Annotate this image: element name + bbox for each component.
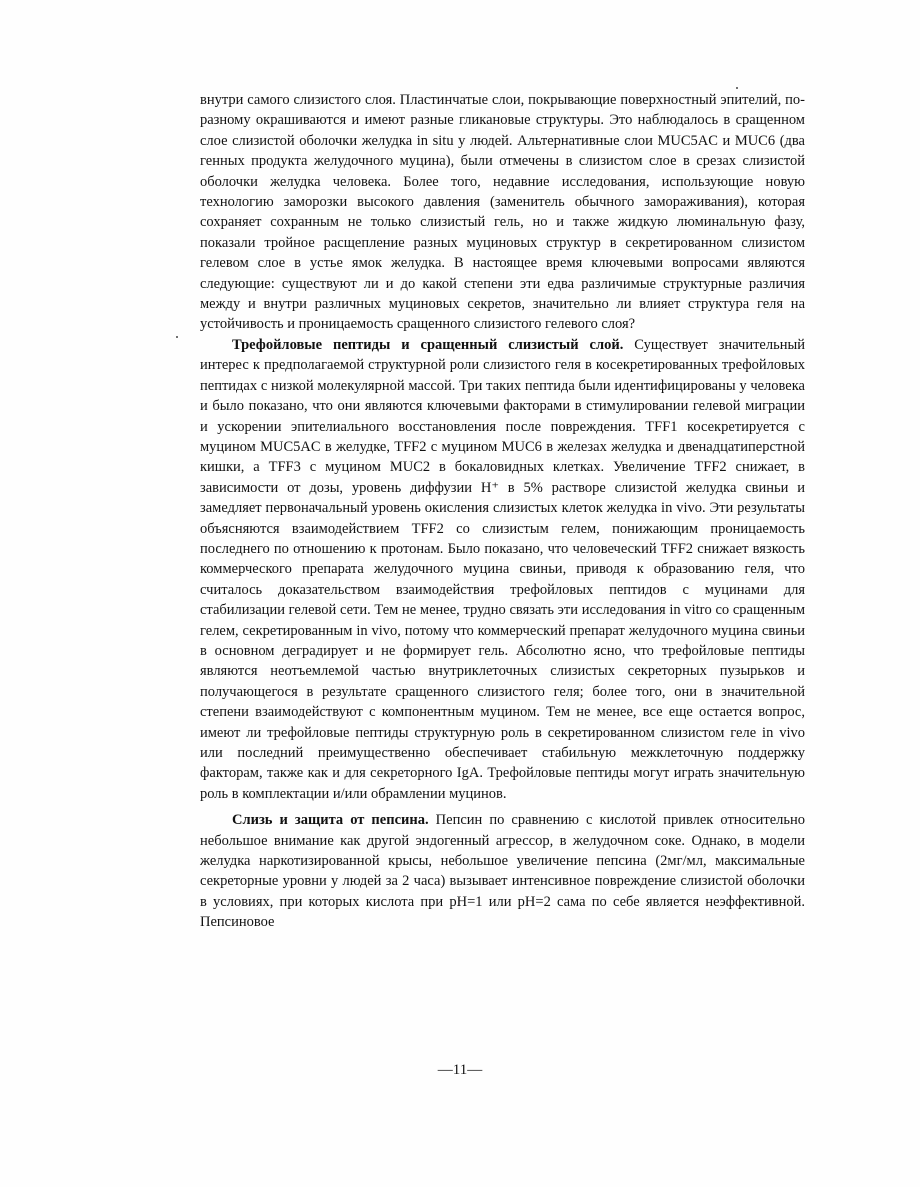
section-heading-pepsin: Слизь и защита от пепсина. bbox=[232, 812, 429, 829]
paragraph-mucus-layers bbox=[200, 90, 805, 335]
paragraph-trefoil-peptides bbox=[200, 335, 805, 804]
paragraph-pepsin-protection bbox=[200, 810, 805, 932]
document-body bbox=[200, 90, 805, 933]
paragraph-text: Пепсин по сравнению с кислотой привлек относительно небольшое внимание как другой эндогенный агрессор, в желудочном соке. Однако, в модели желудка наркотизированной крысы, небольшое увеличение пепсина (2мг/мл, максимальные секреторные уровни у людей за 2 часа) вызывает интенсивное повреждение слизистой оболочки в условиях, при которых кислота при pH=1 или pH=2 сама по себе является неэффективной. Пепсиновое bbox=[200, 812, 805, 931]
paragraph-text: внутри самого слизистого слоя. Пластинчатые слои, покрывающие поверхностный эпителий, по-разному окрашиваются и имеют разные гликановые структуры. Это наблюдалось в сращенном слое слизистой оболочки желудка in situ у людей. Альтернативные слои MUC5AC и MUC6 (два генных продукта желудочного муцина), были отмечены в слизистом слое в срезах слизистой оболочки желудка человека. Более того, недавние исследования, использующие новую технологию заморозки высокого давления (заменитель обычного замораживания), которая сохраняет сохранным не только слизистый гель, но и также жидкую люминальную фазу, показали тройное расщепление разных муциновых структур в секретированном слизистом гелевом слое в устье ямок желудка. В настоящее время ключевыми вопросами являются следующие: существуют ли и до какой степени эти едва различимые структурные различия между и внутри различных муциновых секретов, значительно ли влияет структура геля на устойчивость и проницаемость сращенного слизистого гелевого слоя? bbox=[200, 92, 805, 333]
section-heading-trefoil: Трефойловые пептиды и сращенный слизистый слой. bbox=[232, 336, 624, 353]
scan-speck bbox=[176, 336, 178, 338]
paragraph-text: Существует значительный интерес к предполагаемой структурной роли слизистого геля в косекретированных трефойловых пептидах с низкой молекулярной массой. Три таких пептида были идентифицированы у человека и было показано, что они являются ключевыми факторами в стимулировании гелевой миграции и ускорении эпителиального восстановления после повреждения. TFF1 косекретируется с муцином MUC5AC в желудке, TFF2 с муцином MUC6 в железах желудка и двенадцатиперстной кишки, а TFF3 с муцином MUC2 в бокаловидных клетках. Увеличение TFF2 снижает, в зависимости от дозы, уровень диффузии H⁺ в 5% растворе слизистой желудка свиньи и замедляет первоначальный уровень окисления слизистых клеток желудка in vivo. Эти результаты объясняются взаимодействием TFF2 со слизистым гелем, понижающим проницаемость последнего по отношению к протонам. Было показано, что человеческий TFF2 снижает вязкость коммерческого препарата желудочного муцина свиньи, приводя к образованию геля, что считалось доказательством взаимодействия трефойловых пептидов с муцинами для стабилизации гелевой сети. Тем не менее, трудно связать эти исследования in vitro со сращенным гелем, секретированным in vivo, потому что коммерческий препарат желудочного муцина свиньи в основном деградирует и не формирует гель. Абсолютно ясно, что трефойловые пептиды являются неотъемлемой частью внутриклеточных слизистых секреторных пузырьков и получающегося в результате сращенного слизистого геля; более того, они в значительной степени взаимодействуют с компонентным муцином. Тем не менее, все еще остается вопрос, имеют ли трефойловые пептиды структурную роль в секретированном слизистом геле in vivo или последний преимущественно обеспечивает стабильную межклеточную поддержку факторам, также как и для секреторного IgA. Трефойловые пептиды могут играть значительную роль в комплектации и/или обрамлении муцинов. bbox=[200, 336, 805, 802]
page-number: —11— bbox=[437, 1062, 483, 1078]
scan-speck bbox=[736, 87, 738, 89]
